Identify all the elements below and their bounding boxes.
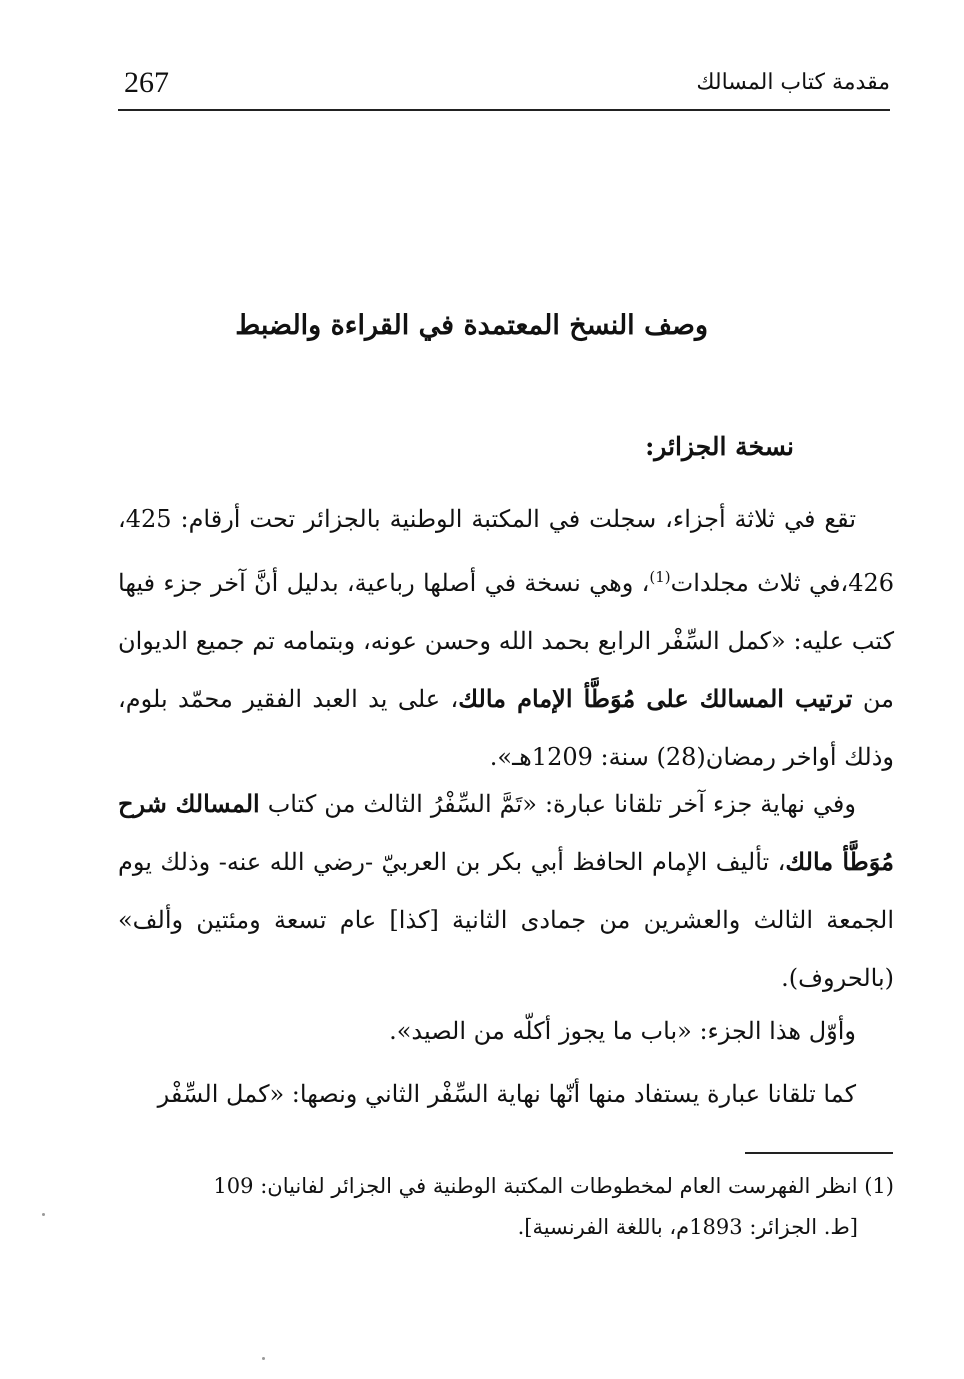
book-title-bold-2: المسالك شرح مُوَطَّأ مالك (118, 789, 895, 876)
page-number: 267 (124, 66, 169, 99)
paragraph-1-text-a: تقع في ثلاثة أجزاء، سجلت في المكتبة الوطنية بالجزائر تحت أرقام: 425، 426،في ثلاث مجلدات (118, 505, 894, 597)
paragraph-2 (118, 775, 894, 1007)
section-title: وصف النسخ المعتمدة في القراءة والضبط (235, 310, 708, 341)
paragraph-2-text-b: ، تأليف الإمام الحافظ أبي بكر بن العربيّ -رضي الله عنه- وذلك يوم الجمعة الثالث والعشرين من جمادى الثانية [كذا] عام تسعة ومئتين وألف» (بالحروف). (118, 848, 894, 992)
scan-speck (42, 1213, 45, 1216)
paragraph-2-text-a: وفي نهاية جزء آخر تلقانا عبارة: «تَمَّ السِّفْرُ الثالث من كتاب (259, 790, 856, 818)
paragraph-1 (118, 490, 894, 786)
paragraph-3-text: وأوّل هذا الجزء: «باب ما يجوز أكلّه من الصيد». (389, 1017, 856, 1045)
header-rule (118, 109, 890, 111)
paragraph-4-text: كما تلقانا عبارة يستفاد منها أنّها نهاية السِّفْر الثاني ونصها: «كمل السِّفْر (157, 1080, 856, 1108)
running-title: مقدمة كتاب المسالك (696, 70, 890, 95)
footnote (118, 1166, 894, 1248)
footnote-marker: (1) (649, 568, 671, 586)
running-header (118, 66, 890, 110)
paragraph-3 (118, 1002, 894, 1060)
paragraph-1-text-b: ، وهي نسخة في أصلها رباعية، بدليل أنَّ آخر جزء فيها كتب عليه: «كمل السِّفْر الرابع بحمد الله وحسن عونه، وبتمامه تم جميع الديوان من (118, 569, 894, 713)
book-title-bold: ترتيب المسالك على مُوَطَّأ الإمام مالك (458, 684, 853, 713)
paragraph-4 (118, 1065, 894, 1123)
scan-speck (262, 1357, 265, 1360)
footnote-line-1: (1) انظر الفهرست العام لمخطوطات المكتبة الوطنية في الجزائر لفانيان: 109 (213, 1174, 894, 1198)
footnote-rule (745, 1152, 893, 1154)
subheading: نسخة الجزائر: (645, 432, 794, 461)
footnote-line-2: [ط. الجزائر: 1893م، باللغة الفرنسية]. (517, 1215, 858, 1239)
paragraph-1-text-c: ، على يد العبد الفقير محمّد بلوم، وذلك أواخر رمضان(28) سنة: 1209هـ». (118, 685, 894, 771)
